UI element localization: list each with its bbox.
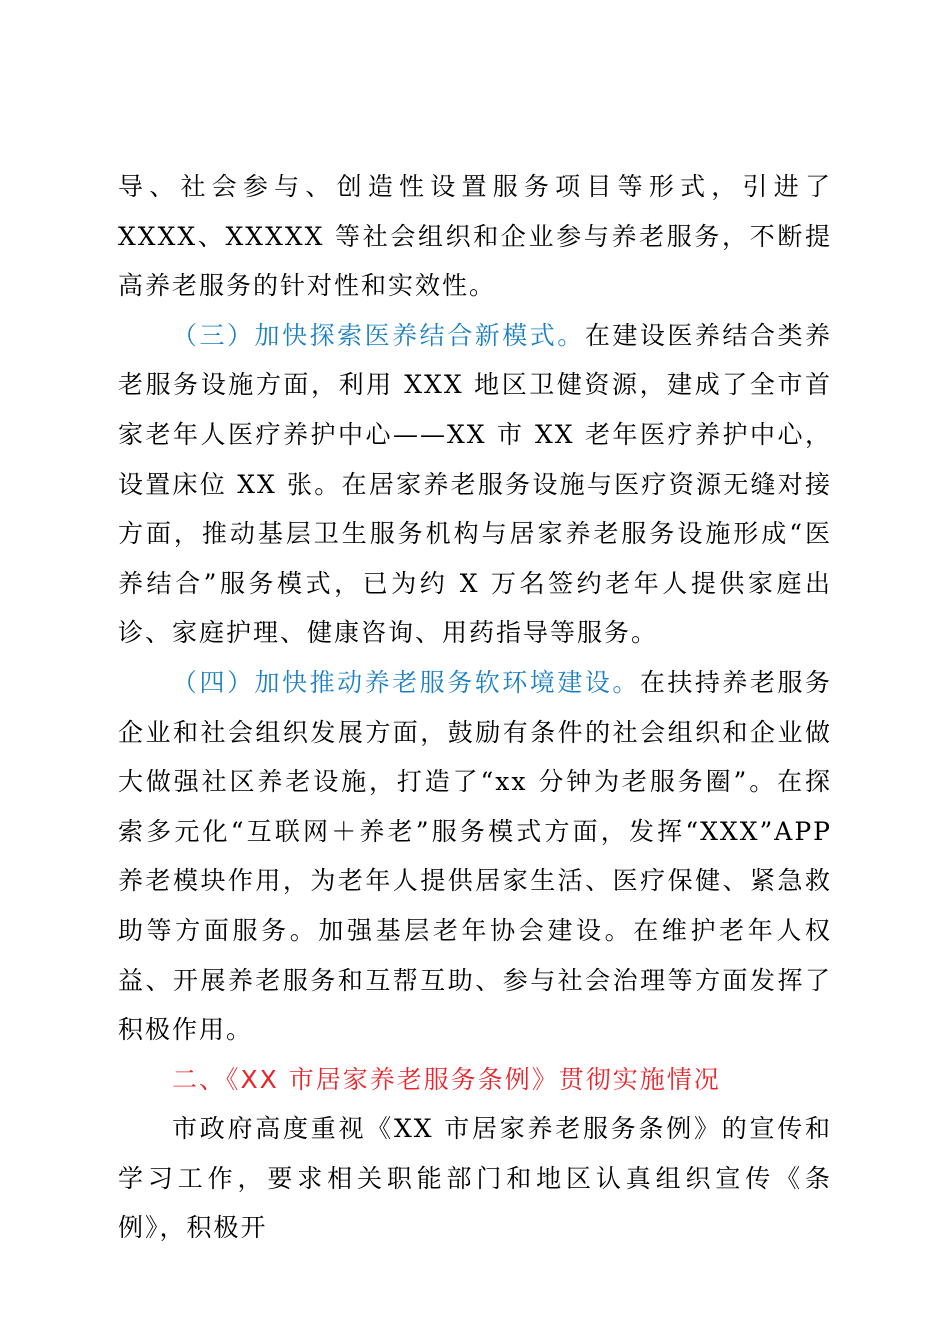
paragraph-regulation: 市政府高度重视《XX 市居家养老服务条例》的宣传和学习工作，要求相关职能部门和地区认真组织宣传《条例》，积极开 <box>118 1114 832 1243</box>
paragraph-soft-environment-body: 在扶持养老服务企业和社会组织发展方面，鼓励有条件的社会组织和企业做大做强社区养老设施，打造了“xx 分钟为老服务圈”。在探索多元化“互联网＋养老”服务模式方面，发挥“XXX”APP 养老模块作用，为老年人提供居家生活、医疗保健、紧急救助等方面服务。加强基层老年协会建设。在维护老年人权益、开展养老服务和互帮互助、参与社会治理等方面发挥了积极作用。 <box>118 667 832 1045</box>
paragraph-medical-care <box>118 311 832 658</box>
paragraph-medical-care-body: 在建设医养结合类养老服务设施方面，利用 XXX 地区卫健资源，建成了全市首家老年人医疗养护中心——XX 市 XX 老年医疗养护中心，设置床位 XX 张。在居家养老服务设施与医疗资源无缝对接方面，推动基层卫生服务机构与居家养老服务设施形成“医养结合”服务模式，已为约 X 万名签约老年人提供家庭出诊、家庭护理、健康咨询、用药指导等服务。 <box>118 320 832 648</box>
paragraph-soft-environment <box>118 658 832 1055</box>
document-body <box>118 162 832 1253</box>
paragraph-continuation: 导、社会参与、创造性设置服务项目等形式，引进了 XXXX、XXXXX 等社会组织和企业参与养老服务，不断提高养老服务的针对性和实效性。 <box>118 172 832 301</box>
subheading-medical-care: （三）加快探索医养结合新模式。 <box>172 320 585 350</box>
section-heading: 二、《XX 市居家养老服务条例》贯彻实施情况 <box>172 1064 721 1094</box>
subheading-soft-environment: （四）加快推动养老服务软环境建设。 <box>172 667 640 697</box>
